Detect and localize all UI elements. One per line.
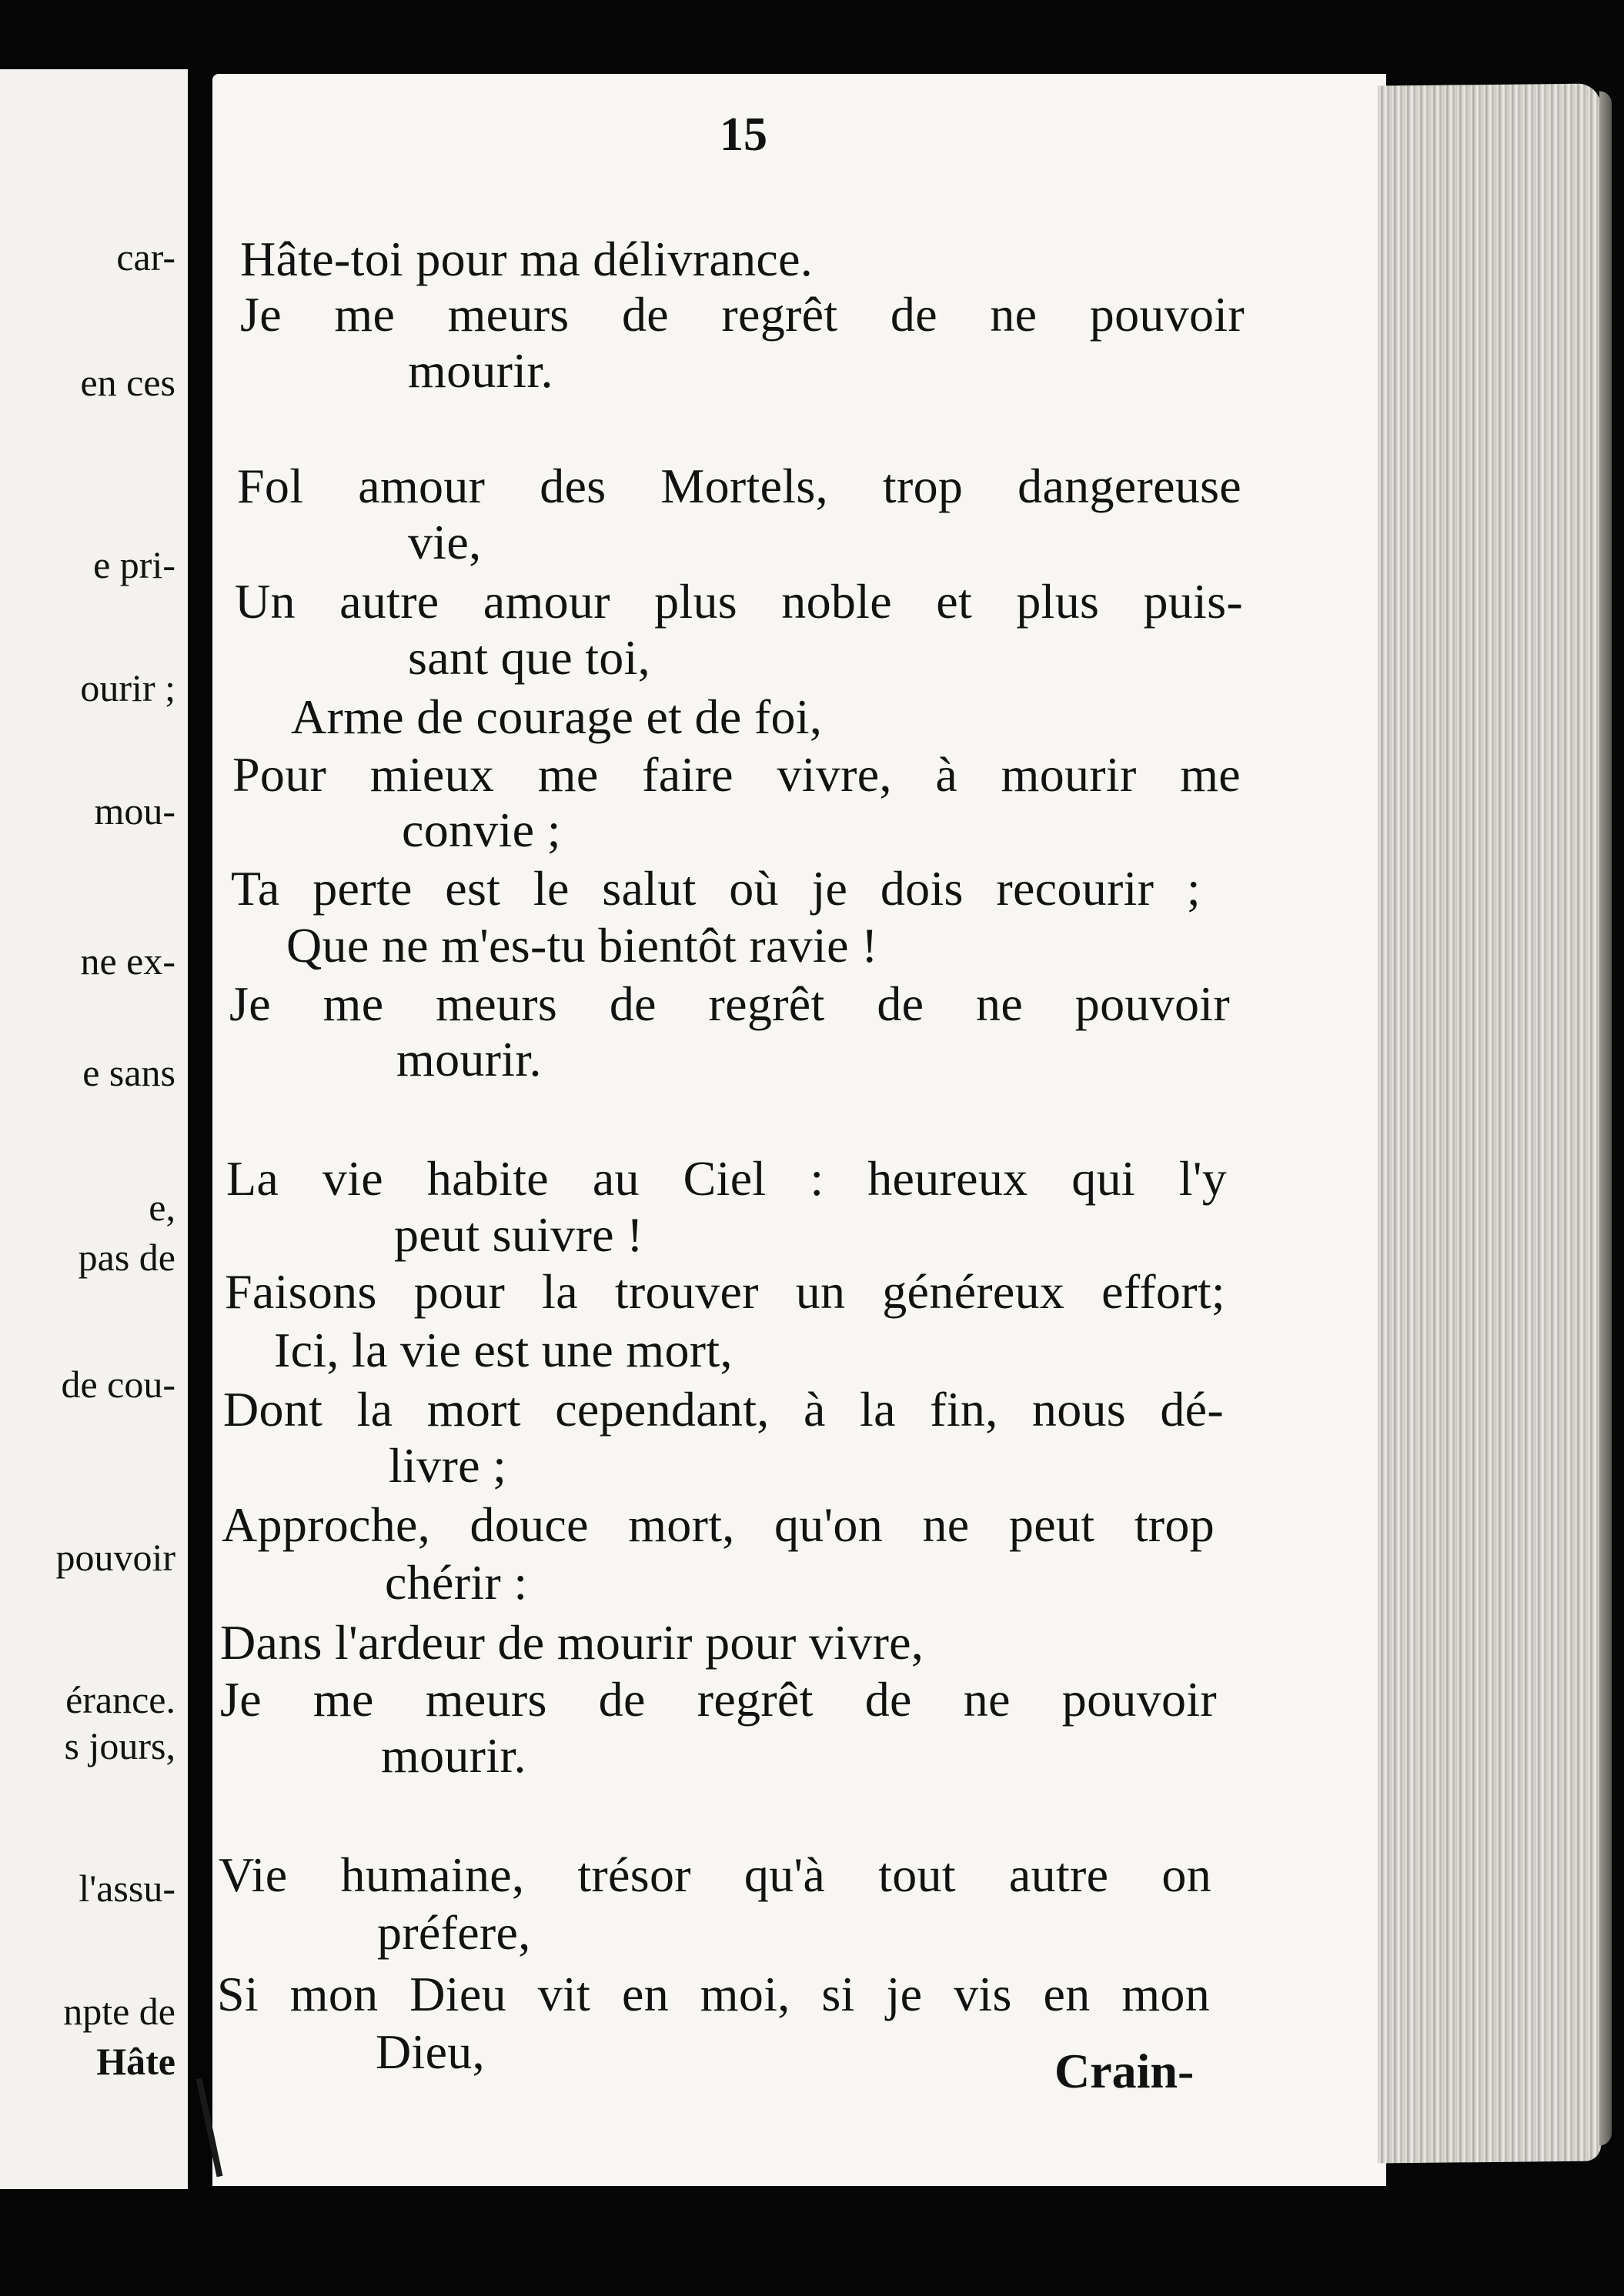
verse-line: Arme de courage et de foi, — [291, 689, 823, 744]
verse-line: vie, — [408, 515, 482, 569]
left-page-fragment: Hâte — [96, 2040, 175, 2083]
verse-line: Pour mieux me faire vivre, à mourir me — [232, 747, 1241, 802]
verse-line: Un autre amour plus noble et plus puis- — [235, 574, 1243, 629]
verse-line: livre ; — [389, 1438, 507, 1493]
left-page-fragment: e sans — [82, 1051, 175, 1094]
verse-line: mourir. — [396, 1032, 542, 1086]
verse-line: Que ne m'es-tu bientôt ravie ! — [286, 918, 878, 973]
verse-line: Dieu, — [376, 2024, 485, 2079]
page-fore-edge — [1378, 83, 1601, 2163]
left-page-fragment: pas de — [78, 1236, 175, 1279]
left-page-fragment: de cou- — [61, 1363, 175, 1406]
book-gutter — [188, 69, 216, 2193]
verse-line: Vie humaine, trésor qu'à tout autre on — [219, 1847, 1211, 1902]
verse-line: mourir. — [381, 1728, 526, 1783]
left-page-fragment: érance. — [65, 1678, 175, 1721]
left-page-fragment: car- — [116, 235, 175, 279]
left-page-fragment: ne ex- — [80, 939, 175, 983]
left-page-fragment: l'assu- — [79, 1867, 175, 1910]
verse-line: Fol amour des Mortels, trop dangereuse — [237, 459, 1241, 513]
left-page-fragment: e, — [149, 1186, 175, 1229]
catchword: Crain- — [1054, 2044, 1195, 2098]
left-facing-page — [0, 69, 192, 2189]
verse-line: préfere, — [377, 1905, 531, 1960]
verse-line: Hâte-toi pour ma délivrance. — [240, 232, 814, 286]
verse-line: Ici, la vie est une mort, — [274, 1323, 733, 1377]
verse-line: mourir. — [408, 343, 553, 398]
verse-line: convie ; — [402, 803, 561, 857]
verse-line: Faisons pour la trouver un généreux effort; — [225, 1264, 1225, 1319]
verse-line: Dont la mort cependant, à la fin, nous dé- — [223, 1382, 1224, 1437]
verse-line: peut suivre ! — [394, 1207, 643, 1262]
left-page-fragment: pouvoir — [55, 1536, 175, 1579]
left-page-fragment: npte de — [63, 1990, 175, 2033]
verse-line: Je me meurs de regrêt de ne pouvoir — [240, 287, 1245, 342]
verse-line: sant que toi, — [408, 630, 650, 685]
left-page-fragment: en ces — [80, 361, 175, 404]
verse-line: Si mon Dieu vit en moi, si je vis en mon — [217, 1967, 1210, 2021]
left-page-fragment: ourir ; — [80, 666, 175, 709]
verse-line: Je me meurs de regrêt de ne pouvoir — [220, 1672, 1217, 1727]
verse-line: La vie habite au Ciel : heureux qui l'y — [226, 1151, 1227, 1206]
left-page-fragment: e pri- — [93, 543, 175, 586]
left-page-fragment: s jours, — [64, 1724, 175, 1767]
page-number: 15 — [720, 108, 767, 161]
left-page-fragment: mou- — [94, 789, 175, 833]
verse-line: Dans l'ardeur de mourir pour vivre, — [220, 1615, 924, 1670]
verse-line: Approche, douce mort, qu'on ne peut trop — [222, 1497, 1215, 1552]
verse-line: Ta perte est le salut où je dois recourir ; — [231, 861, 1201, 916]
verse-line: Je me meurs de regrêt de ne pouvoir — [229, 976, 1230, 1031]
verse-line: chérir : — [385, 1555, 528, 1610]
